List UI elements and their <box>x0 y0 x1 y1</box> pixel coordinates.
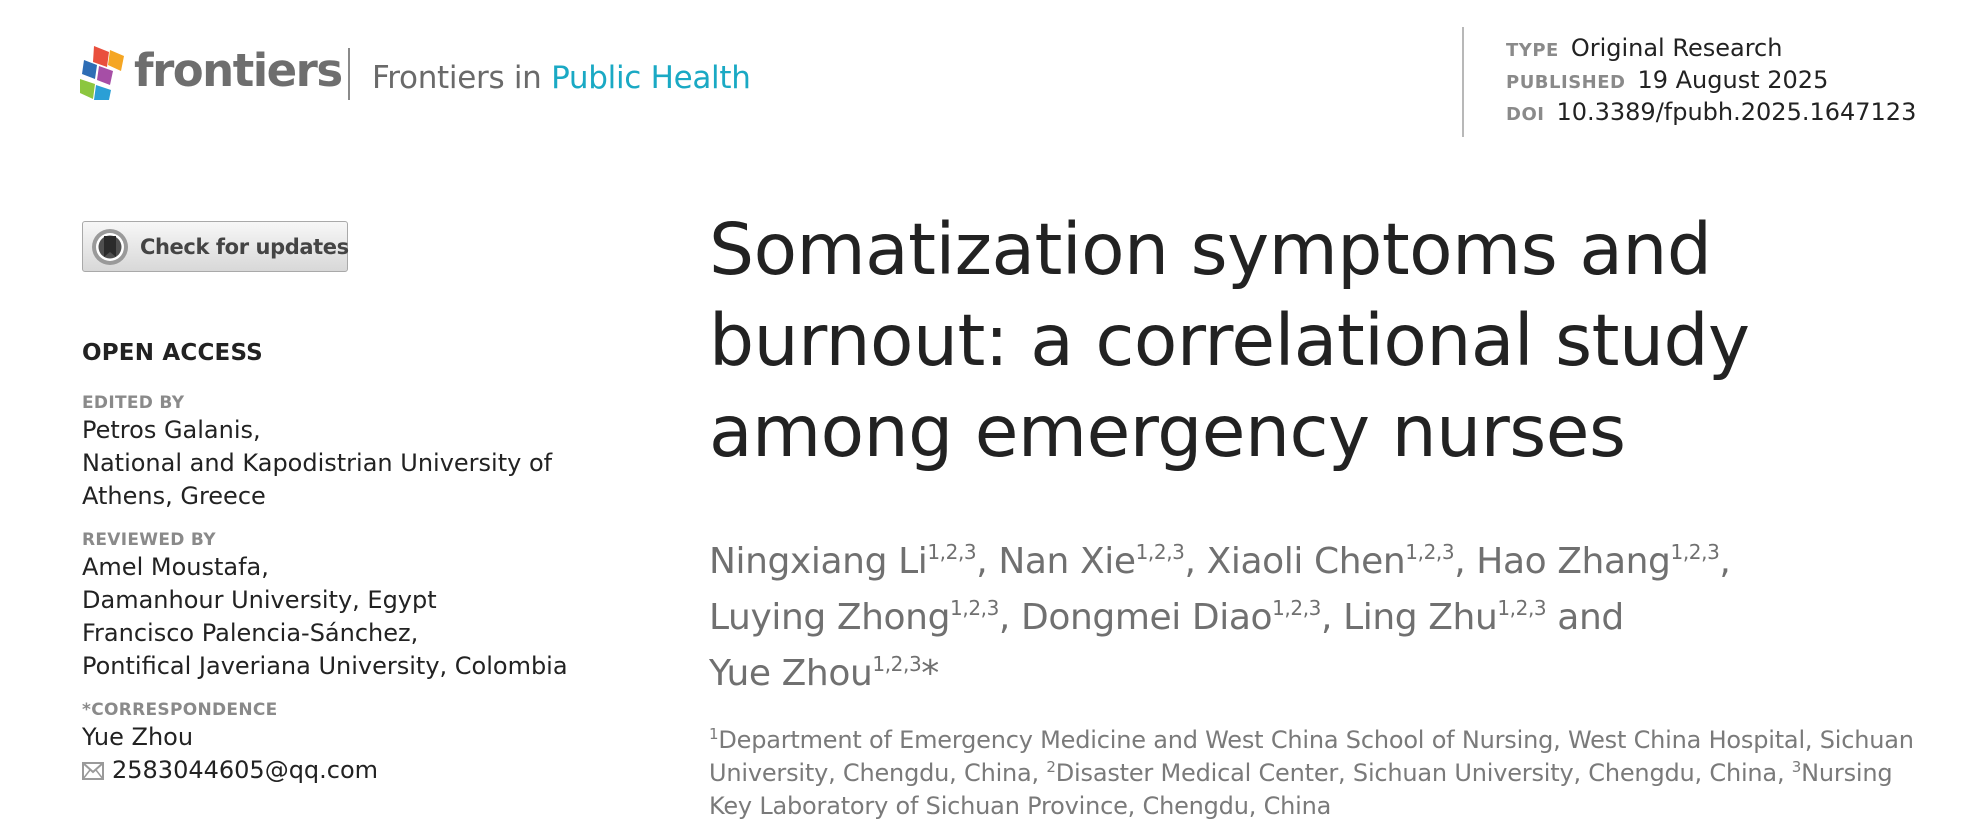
meta-doi-label: DOI <box>1506 104 1545 125</box>
correspondence-label: *CORRESPONDENCE <box>82 700 278 720</box>
frontiers-logo[interactable] <box>80 43 342 100</box>
author-name[interactable]: Hao Zhang <box>1476 541 1671 582</box>
edited-by-label: EDITED BY <box>82 393 185 413</box>
author-affil-sup: 1,2,3 <box>1405 540 1455 564</box>
meta-doi <box>1506 96 1916 128</box>
author-separator: , <box>1454 541 1477 582</box>
author-affil-sup: 1,2,3 <box>1497 596 1547 620</box>
author-separator: , <box>1321 597 1344 638</box>
author-name[interactable]: Nan Xie <box>998 541 1136 582</box>
affiliations <box>709 724 1929 823</box>
bookmark-ribbon-icon <box>90 227 130 267</box>
title-line: among emergency nurses <box>709 390 1626 473</box>
author-name[interactable]: Xiaoli Chen <box>1206 541 1406 582</box>
journal-name[interactable] <box>372 60 751 96</box>
envelope-icon <box>82 756 104 789</box>
author-affil-sup: 1,2,3 <box>1670 540 1720 564</box>
author-list <box>709 534 1929 702</box>
corresponding-author-mark: * <box>921 653 939 694</box>
correspondence-email[interactable]: 2583044605@qq.com <box>112 756 379 784</box>
title-line: Somatization symptoms and <box>709 208 1712 291</box>
editor-affiliation-cont: Athens, Greece <box>82 482 266 510</box>
check-for-updates-label: Check for updates <box>140 234 349 259</box>
affil-text: Nursing <box>1801 759 1893 787</box>
affil-number: 2 <box>1046 758 1056 776</box>
journal-prefix: Frontiers in <box>372 60 542 96</box>
reviewer-name: Francisco Palencia-Sánchez, <box>82 619 419 647</box>
author-affil-sup: 1,2,3 <box>872 652 922 676</box>
article-meta <box>1506 32 1916 128</box>
author-separator: , <box>1184 541 1207 582</box>
meta-published-label: PUBLISHED <box>1506 72 1626 93</box>
reviewed-by-section <box>82 529 602 683</box>
correspondence-name: Yue Zhou <box>82 723 194 751</box>
meta-type-value: Original Research <box>1570 34 1783 62</box>
affil-text: University, Chengdu, China, <box>709 759 1047 787</box>
affil-number: 1 <box>709 725 719 743</box>
affiliation-line <box>709 757 1929 790</box>
meta-type-label: TYPE <box>1506 40 1559 61</box>
author-separator: , <box>1719 541 1731 582</box>
title-line: burnout: a correlational study <box>709 299 1750 382</box>
reviewer-affiliation: Damanhour University, Egypt <box>82 586 437 614</box>
reviewed-by-label: REVIEWED BY <box>82 530 216 550</box>
author-line <box>709 590 1929 646</box>
brand-wordmark: frontiers <box>134 43 342 97</box>
editor-name: Petros Galanis, <box>82 416 261 444</box>
edited-by-section <box>82 392 602 513</box>
author-affil-sup: 1,2,3 <box>927 540 977 564</box>
meta-divider <box>1462 27 1464 137</box>
author-affil-sup: 1,2,3 <box>1135 540 1185 564</box>
frontiers-cube-icon <box>80 46 126 100</box>
author-line <box>709 534 1929 590</box>
sidebar <box>82 340 602 805</box>
affiliation-line: Key Laboratory of Sichuan Province, Chengdu, China <box>709 792 1332 820</box>
author-name[interactable]: Luying Zhong <box>709 597 951 638</box>
meta-type <box>1506 32 1916 64</box>
meta-doi-value[interactable]: 10.3389/fpubh.2025.1647123 <box>1556 98 1917 126</box>
check-for-updates-button[interactable] <box>82 221 348 272</box>
reviewer-affiliation: Pontifical Javeriana University, Colombia <box>82 652 568 680</box>
meta-published <box>1506 64 1916 96</box>
affiliation-line <box>709 724 1929 757</box>
meta-published-value: 19 August 2025 <box>1637 66 1829 94</box>
author-separator: , <box>976 541 999 582</box>
author-name[interactable]: Yue Zhou <box>709 653 873 694</box>
affil-text: Department of Emergency Medicine and West China School of Nursing, West China Hospital, Sichuan <box>718 726 1914 754</box>
editor-affiliation: National and Kapodistrian University of <box>82 449 553 477</box>
open-access-label: OPEN ACCESS <box>82 340 263 366</box>
affil-text: Disaster Medical Center, Sichuan University, Chengdu, China, <box>1055 759 1792 787</box>
author-separator: , <box>998 597 1022 638</box>
reviewer-name: Amel Moustafa, <box>82 553 269 581</box>
author-affil-sup: 1,2,3 <box>950 596 999 620</box>
affil-number: 3 <box>1791 758 1802 776</box>
author-name[interactable]: Dongmei Diao <box>1021 597 1273 638</box>
author-separator: and <box>1546 597 1624 638</box>
logo-divider <box>348 48 350 100</box>
author-affil-sup: 1,2,3 <box>1272 596 1321 620</box>
journal-accent: Public Health <box>551 60 751 96</box>
article-title <box>709 204 1929 477</box>
author-line <box>709 646 1929 702</box>
correspondence-email-row <box>82 754 602 789</box>
author-name[interactable]: Ningxiang Li <box>709 541 928 582</box>
author-name[interactable]: Ling Zhu <box>1343 597 1498 638</box>
correspondence-section <box>82 699 602 789</box>
